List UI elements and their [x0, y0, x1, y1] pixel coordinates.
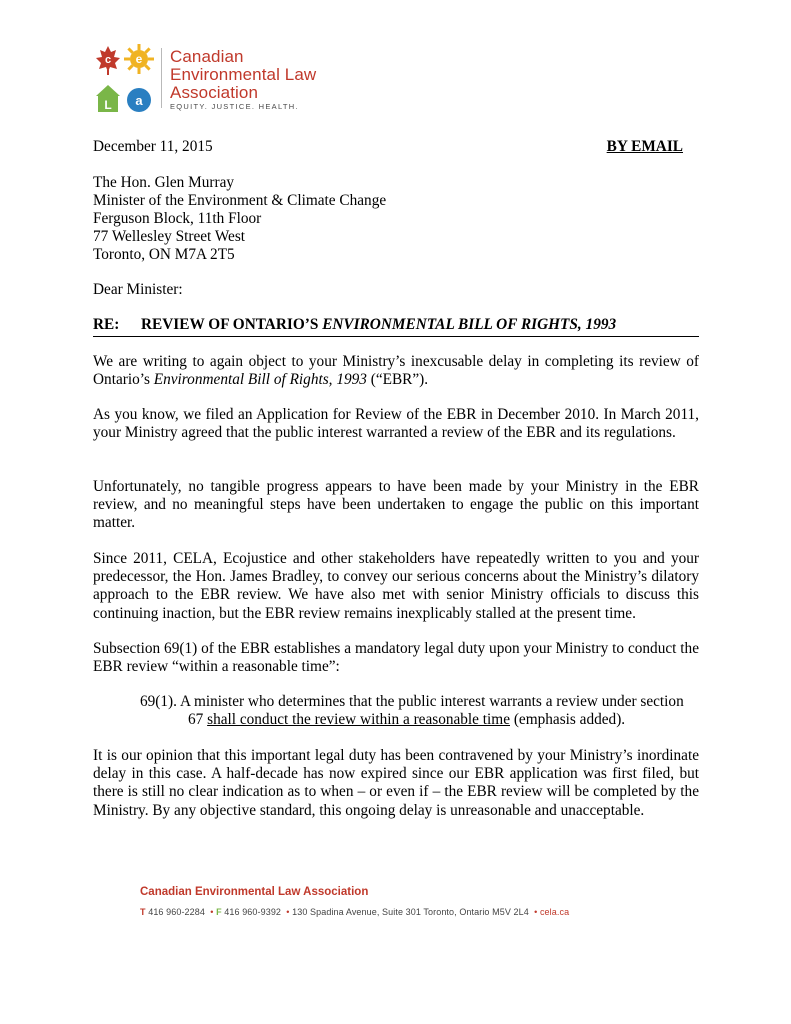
- subject-italic: ENVIRONMENTAL BILL OF RIGHTS, 1993: [322, 316, 617, 333]
- subject-block: [93, 316, 699, 338]
- salutation: Dear Minister:: [93, 281, 183, 298]
- paragraph-text: As you know, we filed an Application for Review of the EBR in December 2010. In March 2011, your Ministry agreed that the public interest warranted a review of the EBR and its regulations.: [93, 406, 699, 442]
- paragraph-1-text-b: (“EBR”).: [366, 371, 429, 389]
- separator-dot: •: [286, 907, 290, 917]
- svg-text:a: a: [135, 93, 143, 108]
- logo-name-line: Association: [170, 83, 259, 102]
- recipient-address: [93, 174, 699, 266]
- logo-divider: [161, 48, 162, 108]
- fax-number: 416 960-9392: [224, 907, 282, 917]
- cela-logo-mark-icon: [93, 42, 155, 116]
- svg-text:c: c: [104, 54, 112, 66]
- address-line: Toronto, ON M7A 2T5: [93, 246, 235, 263]
- address-line: Minister of the Environment & Climate Change: [93, 192, 387, 209]
- logo-name-line: Canadian: [170, 47, 244, 66]
- svg-text:e: e: [135, 52, 143, 66]
- address-line: Ferguson Block, 11th Floor: [93, 210, 262, 227]
- footer-org-name: Canadian Environmental Law Association: [140, 886, 369, 898]
- separator-dot: •: [210, 907, 214, 917]
- subject-line: [93, 316, 699, 337]
- phone-number: 416 960-2284: [148, 907, 205, 917]
- paragraph-text: Unfortunately, no tangible progress appears to have been made by your Ministry in the EBR review, and no meaningful steps have been undertaken to engage the public on this important matter.: [93, 478, 699, 532]
- footer-website-link[interactable]: cela.ca: [539, 907, 570, 917]
- paragraph-1-italic: Environmental Bill of Rights, 1993: [153, 371, 367, 389]
- paragraph-text: [93, 353, 699, 389]
- svg-text:L: L: [104, 98, 112, 112]
- logo-name-line: Environmental Law: [170, 65, 317, 84]
- letter-date: December 11, 2015: [93, 138, 213, 155]
- statute-quote-text: [140, 693, 700, 729]
- address-line: 77 Wellesley Street West: [93, 228, 246, 245]
- salutation-block: [93, 281, 699, 301]
- subject-label: RE:: [93, 316, 120, 333]
- logo-tagline: EQUITY. JUSTICE. HEALTH.: [170, 102, 299, 111]
- subject-text: REVIEW OF ONTARIO’S: [141, 316, 323, 333]
- separator-dot: •: [534, 907, 538, 917]
- paragraph-text: Since 2011, CELA, Ecojustice and other stakeholders have repeatedly written to you and your predecessor, the Hon. James Bradley, to convey our serious concerns about the Ministry’s dilatory approach to the EBR review. We have also met with senior Ministry officials to discuss this continuing inaction, but the EBR review remains inexplicably stalled at the present time.: [93, 550, 699, 622]
- cela-logo: [93, 42, 353, 116]
- footer-contact-line: [140, 907, 569, 917]
- paragraph-text: Subsection 69(1) of the EBR establishes a mandatory legal duty upon your Ministry to conduct the EBR review “within a reasonable time”:: [93, 640, 699, 676]
- paragraph-text: It is our opinion that this important legal duty has been contravened by your Ministry’s inordinate delay in this case. A half-decade has now expired since our EBR application was first filed, but there is still no clear indication as to when – or even if – the EBR review will be completed by the Ministry. By any objective standard, this ongoing delay is unreasonable and unacceptable.: [93, 747, 699, 819]
- logo-org-name: [170, 48, 316, 102]
- quote-line-1: 69(1). A minister who determines that the public interest warrants a review under section: [140, 693, 684, 710]
- footer-address: 130 Spadina Avenue, Suite 301 Toronto, Ontario M5V 2L4: [292, 907, 529, 917]
- quote-suffix: (emphasis added).: [510, 711, 626, 729]
- quote-prefix: 67: [188, 711, 208, 729]
- quote-underlined: shall conduct the review within a reasonable time: [207, 711, 510, 729]
- letterhead-footer: [140, 886, 569, 917]
- address-line: The Hon. Glen Murray: [93, 174, 235, 191]
- delivery-method: BY EMAIL: [606, 138, 683, 155]
- fax-label: F: [216, 907, 222, 917]
- phone-label: T: [140, 907, 146, 917]
- letter-header: [93, 138, 699, 158]
- quote-line-2: [140, 711, 700, 729]
- paragraph-1-text-a: We are writing to again object to your Ministry’s inexcusable delay in completing its review of Ontario’s: [93, 353, 699, 389]
